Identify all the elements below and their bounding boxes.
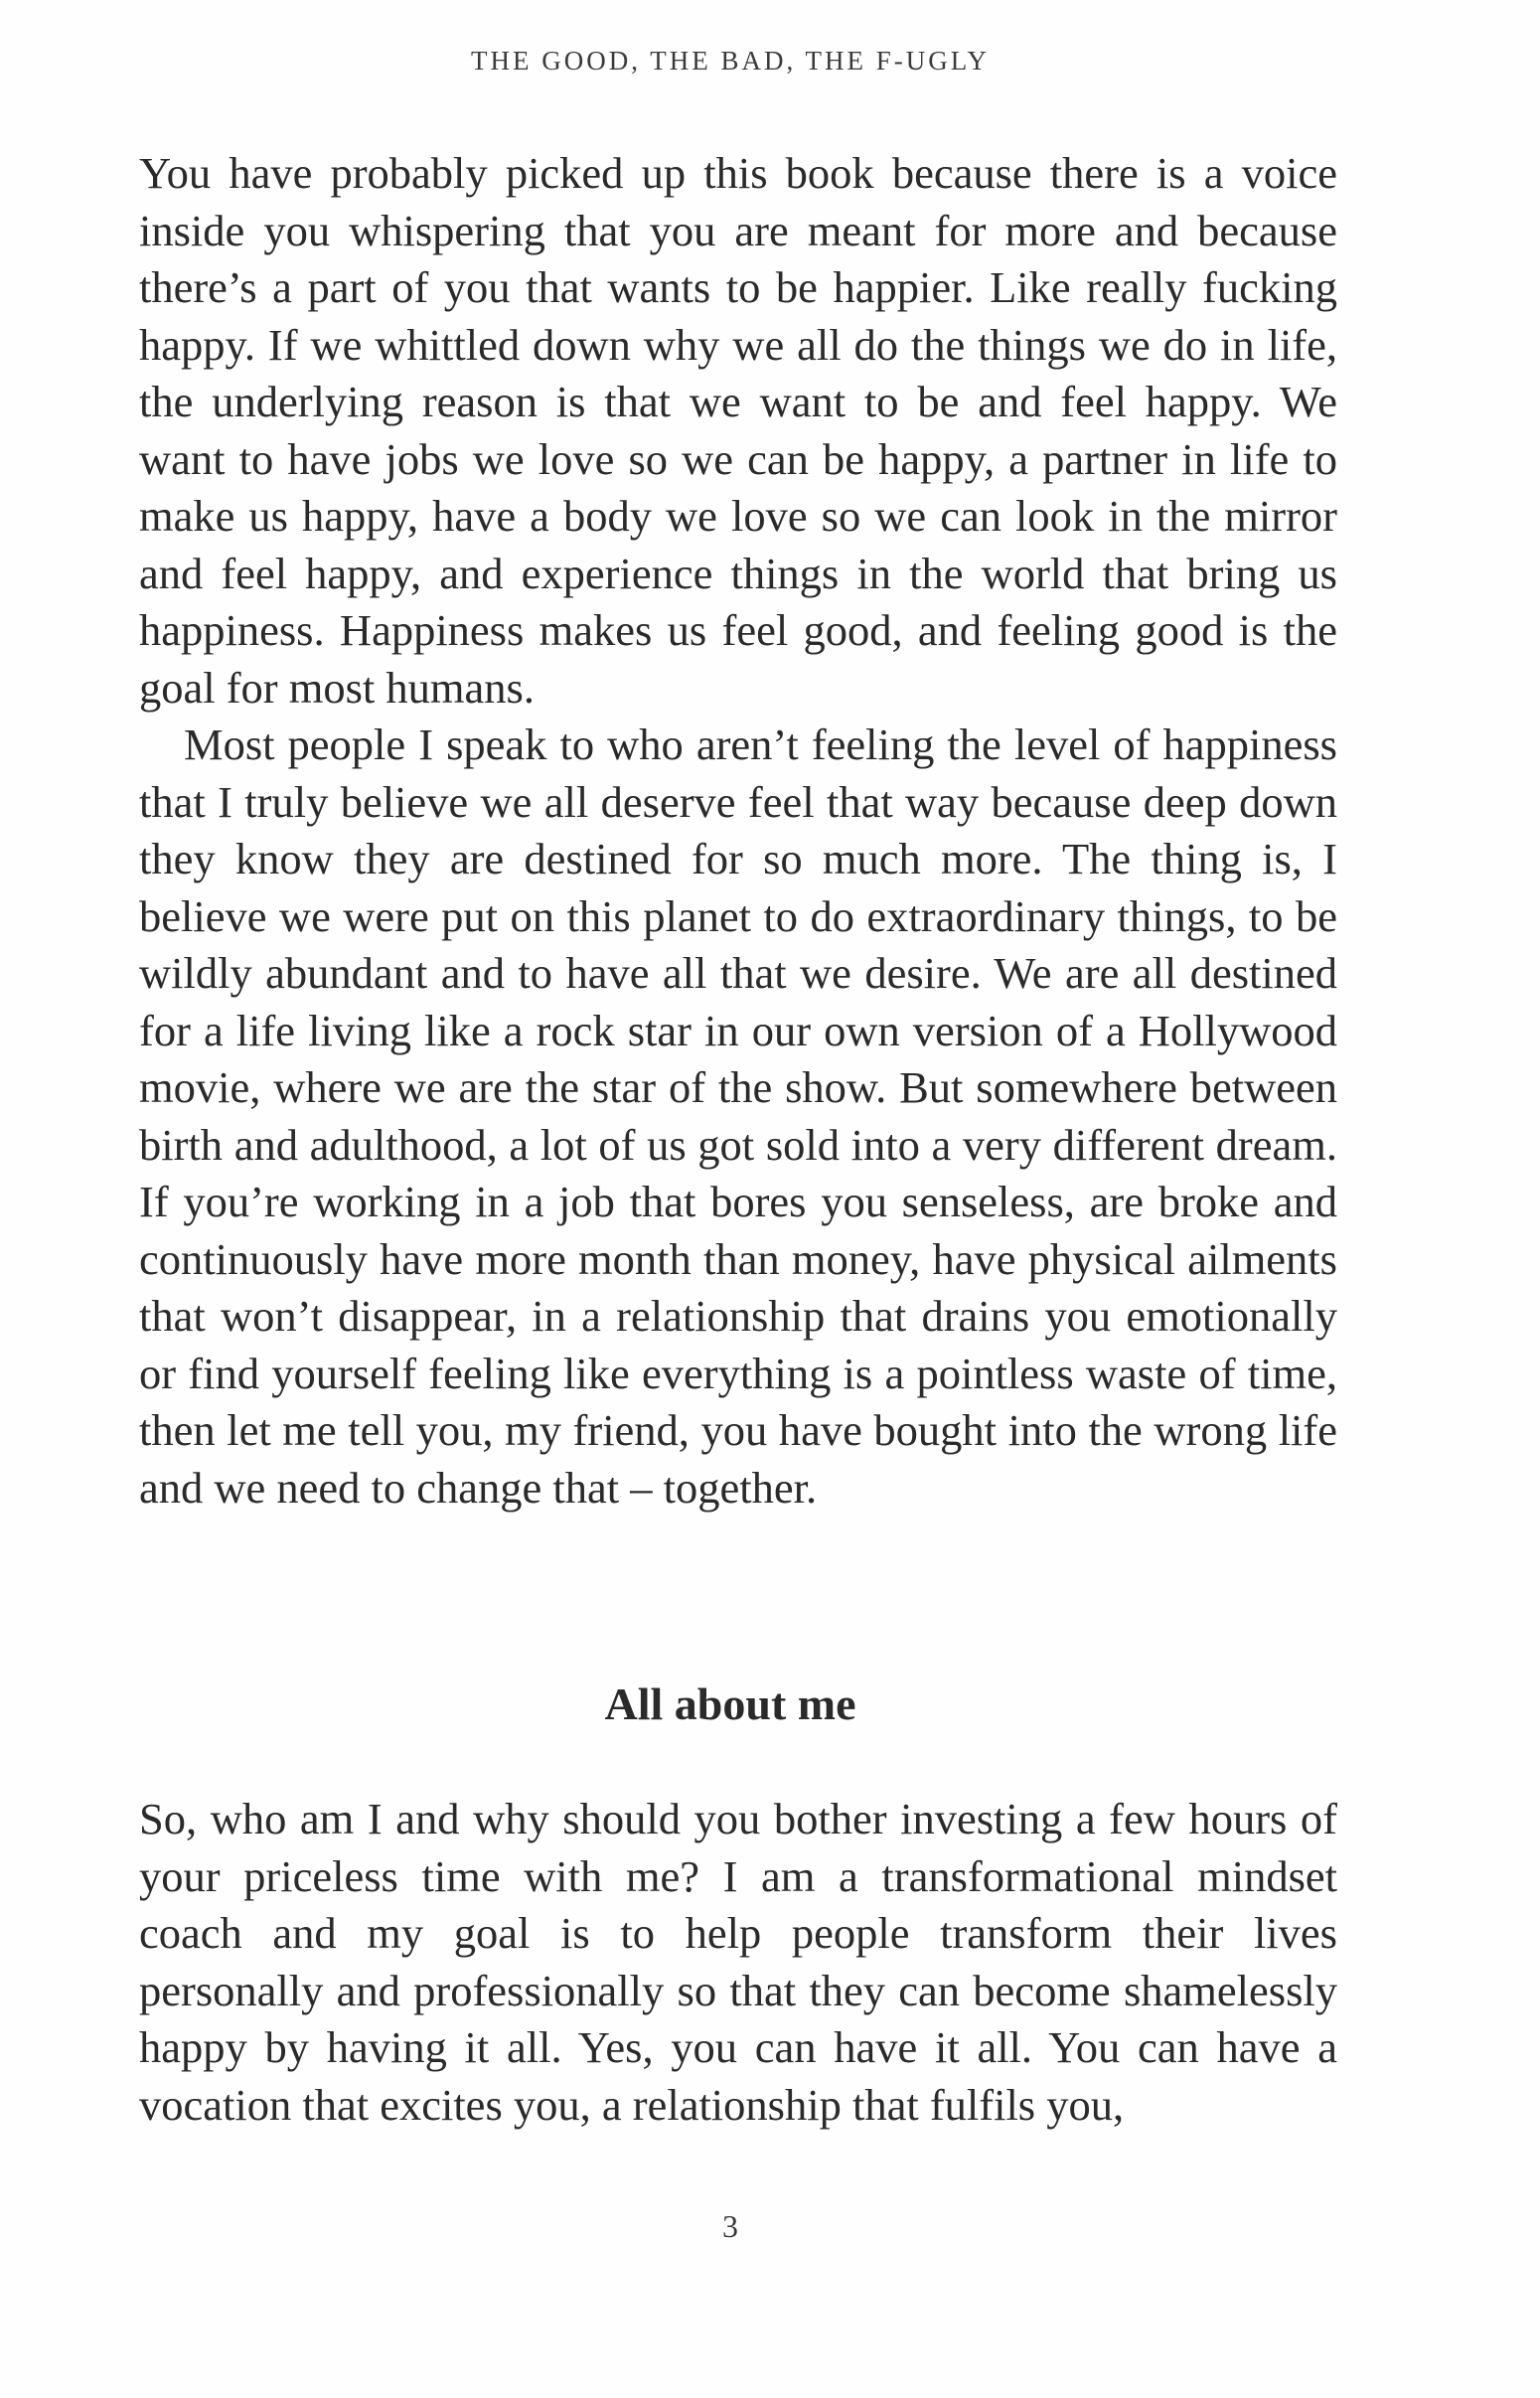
body-text-bottom [139,1791,1337,2134]
paragraph-3: So, who am I and why should you bother investing a few hours of your priceless time with me? I am a transformational mindset coach and my goal is to help people transform their lives personally and professionally so that they can become shamelessly happy by having it all. Yes, you can have it all. You can have a vocation that excites you, a relationship that fulfils you, [139,1794,1337,2130]
paragraph-2: Most people I speak to who aren’t feeling the level of happiness that I truly believe we all deserve feel that way because deep down they know they are destined for so much more. The thing is, I believe we were put on this planet to do extraordinary things, to be wildly abundant and to have all that we desire. We are all destined for a life living like a rock star in our own version of a Hollywood movie, where we are the star of the show. But somewhere between birth and adulthood, a lot of us got sold into a very different dream. If you’re working in a job that bores you senseless, are broke and continuously have more month than money, have physical ailments that won’t disappear, in a relationship that drains you emotionally or find yourself feeling like everything is a pointless waste of time, then let me tell you, my friend, you have bought into the wrong life and we need to change that – together. [139,719,1337,1513]
paragraph-1: You have probably picked up this book because there is a voice inside you whispering that you are meant for more and because there’s a part of you that wants to be happier. Like really fucking happy. If we whittled down why we all do the things we do in life, the underlying reason is that we want to be and feel happy. We want to have jobs we love so we can be happy, a partner in life to make us happy, have a body we love so we can look in the mirror and feel happy, and experience things in the world that bring us happiness. Happiness makes us feel good, and feeling good is the goal for most humans. [139,148,1337,713]
body-text-top [139,145,1337,1517]
page-number: 3 [722,2208,738,2244]
running-head: THE GOOD, THE BAD, THE F-UGLY [470,46,991,76]
section-heading: All about me [604,1679,856,1729]
